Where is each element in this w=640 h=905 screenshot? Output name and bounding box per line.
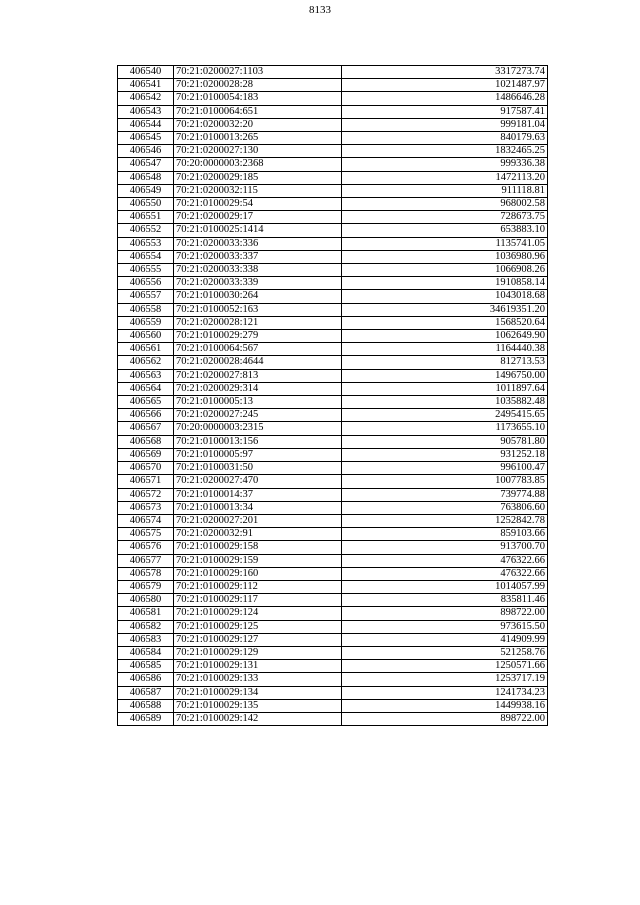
row-number-cell: 406550 <box>118 198 174 211</box>
row-number-cell: 406554 <box>118 250 174 263</box>
cadastral-number-cell: 70:21:0200033:336 <box>174 237 342 250</box>
row-number-cell: 406549 <box>118 184 174 197</box>
row-number-cell: 406572 <box>118 488 174 501</box>
cadastral-number-cell: 70:21:0100052:163 <box>174 303 342 316</box>
cadastral-number-cell: 70:21:0100029:133 <box>174 673 342 686</box>
cadastral-number-cell: 70:21:0100064:651 <box>174 105 342 118</box>
cadastral-number-cell: 70:21:0100029:279 <box>174 330 342 343</box>
row-number-cell: 406589 <box>118 712 174 725</box>
cadastral-value-cell: 1164440.38 <box>342 343 548 356</box>
row-number-cell: 406584 <box>118 646 174 659</box>
row-number-cell: 406588 <box>118 699 174 712</box>
cadastral-value-cell: 1043018.68 <box>342 290 548 303</box>
row-number-cell: 406540 <box>118 66 174 79</box>
cadastral-number-cell: 70:21:0100029:142 <box>174 712 342 725</box>
row-number-cell: 406586 <box>118 673 174 686</box>
table-row <box>118 633 548 646</box>
cadastral-number-cell: 70:21:0200029:17 <box>174 211 342 224</box>
row-number-cell: 406555 <box>118 264 174 277</box>
cadastral-number-cell: 70:21:0100029:135 <box>174 699 342 712</box>
cadastral-number-cell: 70:21:0100031:50 <box>174 462 342 475</box>
cadastral-number-cell: 70:21:0100013:34 <box>174 501 342 514</box>
cadastral-number-cell: 70:21:0200027:201 <box>174 514 342 527</box>
table-row <box>118 66 548 79</box>
cadastral-number-cell: 70:21:0100030:264 <box>174 290 342 303</box>
cadastral-number-cell: 70:21:0100014:37 <box>174 488 342 501</box>
row-number-cell: 406552 <box>118 224 174 237</box>
table-row <box>118 673 548 686</box>
cadastral-number-cell: 70:21:0200027:130 <box>174 145 342 158</box>
table-row <box>118 145 548 158</box>
row-number-cell: 406544 <box>118 118 174 131</box>
cadastral-value-cell: 898722.00 <box>342 712 548 725</box>
table-row <box>118 712 548 725</box>
table-row <box>118 303 548 316</box>
row-number-cell: 406560 <box>118 330 174 343</box>
table-row <box>118 660 548 673</box>
table-row <box>118 105 548 118</box>
cadastral-number-cell: 70:21:0200029:314 <box>174 382 342 395</box>
table-row <box>118 501 548 514</box>
table-row <box>118 330 548 343</box>
row-number-cell: 406583 <box>118 633 174 646</box>
table-row <box>118 699 548 712</box>
row-number-cell: 406541 <box>118 79 174 92</box>
cadastral-value-cell: 1250571.66 <box>342 660 548 673</box>
cadastral-value-cell: 1496750.00 <box>342 369 548 382</box>
row-number-cell: 406558 <box>118 303 174 316</box>
cadastral-value-cell: 1252842.78 <box>342 514 548 527</box>
cadastral-number-cell: 70:21:0100029:125 <box>174 620 342 633</box>
cadastral-number-cell: 70:21:0200027:813 <box>174 369 342 382</box>
table-row <box>118 462 548 475</box>
cadastral-number-cell: 70:21:0100025:1414 <box>174 224 342 237</box>
cadastral-value-cell: 1472113.20 <box>342 171 548 184</box>
row-number-cell: 406556 <box>118 277 174 290</box>
cadastral-number-cell: 70:21:0200028:121 <box>174 316 342 329</box>
cadastral-number-cell: 70:21:0100029:54 <box>174 198 342 211</box>
row-number-cell: 406557 <box>118 290 174 303</box>
cadastral-value-cell: 1241734.23 <box>342 686 548 699</box>
row-number-cell: 406570 <box>118 462 174 475</box>
row-number-cell: 406568 <box>118 435 174 448</box>
cadastral-value-cell: 999181.04 <box>342 118 548 131</box>
cadastral-value-cell: 905781.80 <box>342 435 548 448</box>
table-row <box>118 224 548 237</box>
cadastral-value-cell: 1832465.25 <box>342 145 548 158</box>
cadastral-number-cell: 70:21:0200033:337 <box>174 250 342 263</box>
cadastral-number-cell: 70:21:0100013:156 <box>174 435 342 448</box>
table-row <box>118 171 548 184</box>
table-row <box>118 211 548 224</box>
table-row <box>118 646 548 659</box>
cadastral-value-cell: 1486646.28 <box>342 92 548 105</box>
cadastral-value-cell: 996100.47 <box>342 462 548 475</box>
row-number-cell: 406579 <box>118 580 174 593</box>
cadastral-number-cell: 70:21:0200033:338 <box>174 264 342 277</box>
cadastral-number-cell: 70:21:0200027:245 <box>174 409 342 422</box>
row-number-cell: 406574 <box>118 514 174 527</box>
row-number-cell: 406573 <box>118 501 174 514</box>
row-number-cell: 406578 <box>118 567 174 580</box>
table-row <box>118 264 548 277</box>
table-row <box>118 369 548 382</box>
cadastral-number-cell: 70:21:0100029:129 <box>174 646 342 659</box>
table-row <box>118 448 548 461</box>
cadastral-number-cell: 70:21:0100029:127 <box>174 633 342 646</box>
cadastral-value-cell: 1173655.10 <box>342 422 548 435</box>
cadastral-number-cell: 70:21:0100005:97 <box>174 448 342 461</box>
table-row <box>118 514 548 527</box>
cadastral-number-cell: 70:21:0200027:1103 <box>174 66 342 79</box>
cadastral-value-cell: 859103.66 <box>342 528 548 541</box>
row-number-cell: 406580 <box>118 594 174 607</box>
row-number-cell: 406543 <box>118 105 174 118</box>
cadastral-number-cell: 70:21:0100029:159 <box>174 554 342 567</box>
cadastral-number-cell: 70:21:0100029:124 <box>174 607 342 620</box>
cadastral-value-cell: 968002.58 <box>342 198 548 211</box>
table-row <box>118 580 548 593</box>
row-number-cell: 406576 <box>118 541 174 554</box>
row-number-cell: 406551 <box>118 211 174 224</box>
table-row <box>118 277 548 290</box>
cadastral-value-cell: 1062649.90 <box>342 330 548 343</box>
cadastral-value-cell: 1449938.16 <box>342 699 548 712</box>
cadastral-number-cell: 70:21:0100029:117 <box>174 594 342 607</box>
table-row <box>118 554 548 567</box>
cadastral-number-cell: 70:21:0100029:112 <box>174 580 342 593</box>
cadastral-number-cell: 70:21:0100054:183 <box>174 92 342 105</box>
row-number-cell: 406585 <box>118 660 174 673</box>
row-number-cell: 406567 <box>118 422 174 435</box>
cadastral-value-cell: 3317273.74 <box>342 66 548 79</box>
table-row <box>118 435 548 448</box>
table-row <box>118 79 548 92</box>
cadastral-value-table <box>117 65 548 726</box>
cadastral-value-cell: 1035882.48 <box>342 396 548 409</box>
row-number-cell: 406548 <box>118 171 174 184</box>
row-number-cell: 406587 <box>118 686 174 699</box>
table-row <box>118 567 548 580</box>
cadastral-number-cell: 70:21:0100029:158 <box>174 541 342 554</box>
table-row <box>118 607 548 620</box>
row-number-cell: 406565 <box>118 396 174 409</box>
cadastral-value-cell: 1014057.99 <box>342 580 548 593</box>
cadastral-value-cell: 476322.66 <box>342 554 548 567</box>
table-row <box>118 396 548 409</box>
cadastral-value-cell: 728673.75 <box>342 211 548 224</box>
table-row <box>118 184 548 197</box>
row-number-cell: 406545 <box>118 132 174 145</box>
cadastral-value-cell: 999336.38 <box>342 158 548 171</box>
cadastral-number-cell: 70:21:0200032:115 <box>174 184 342 197</box>
table-row <box>118 198 548 211</box>
cadastral-value-cell: 1021487.97 <box>342 79 548 92</box>
table-row <box>118 409 548 422</box>
cadastral-number-cell: 70:21:0200033:339 <box>174 277 342 290</box>
cadastral-value-cell: 1253717.19 <box>342 673 548 686</box>
cadastral-number-cell: 70:21:0100029:131 <box>174 660 342 673</box>
cadastral-value-cell: 1007783.85 <box>342 475 548 488</box>
cadastral-value-cell: 653883.10 <box>342 224 548 237</box>
cadastral-value-cell: 898722.00 <box>342 607 548 620</box>
table-row <box>118 158 548 171</box>
row-number-cell: 406553 <box>118 237 174 250</box>
table-body <box>118 66 548 726</box>
row-number-cell: 406564 <box>118 382 174 395</box>
cadastral-value-cell: 1066908.26 <box>342 264 548 277</box>
cadastral-value-cell: 1568520.64 <box>342 316 548 329</box>
cadastral-value-cell: 812713.53 <box>342 356 548 369</box>
row-number-cell: 406581 <box>118 607 174 620</box>
row-number-cell: 406582 <box>118 620 174 633</box>
row-number-cell: 406562 <box>118 356 174 369</box>
cadastral-value-cell: 911118.81 <box>342 184 548 197</box>
table-row <box>118 237 548 250</box>
cadastral-number-cell: 70:21:0200032:20 <box>174 118 342 131</box>
row-number-cell: 406547 <box>118 158 174 171</box>
cadastral-value-cell: 1011897.64 <box>342 382 548 395</box>
table-row <box>118 475 548 488</box>
page-number: 8133 <box>309 4 331 16</box>
table-row <box>118 594 548 607</box>
cadastral-number-cell: 70:20:0000003:2315 <box>174 422 342 435</box>
row-number-cell: 406575 <box>118 528 174 541</box>
cadastral-value-cell: 1036980.96 <box>342 250 548 263</box>
cadastral-value-cell: 931252.18 <box>342 448 548 461</box>
cadastral-value-cell: 1910858.14 <box>342 277 548 290</box>
cadastral-number-cell: 70:21:0200028:4644 <box>174 356 342 369</box>
cadastral-number-cell: 70:21:0200027:470 <box>174 475 342 488</box>
cadastral-value-cell: 739774.88 <box>342 488 548 501</box>
cadastral-value-cell: 414909.99 <box>342 633 548 646</box>
cadastral-value-cell: 2495415.65 <box>342 409 548 422</box>
table-row <box>118 316 548 329</box>
cadastral-number-cell: 70:21:0200029:185 <box>174 171 342 184</box>
table-row <box>118 92 548 105</box>
row-number-cell: 406559 <box>118 316 174 329</box>
row-number-cell: 406561 <box>118 343 174 356</box>
row-number-cell: 406546 <box>118 145 174 158</box>
table-row <box>118 422 548 435</box>
cadastral-value-cell: 1135741.05 <box>342 237 548 250</box>
table-row <box>118 250 548 263</box>
table-row <box>118 686 548 699</box>
table-row <box>118 132 548 145</box>
row-number-cell: 406577 <box>118 554 174 567</box>
table-row <box>118 541 548 554</box>
cadastral-value-cell: 913700.70 <box>342 541 548 554</box>
cadastral-value-cell: 840179.63 <box>342 132 548 145</box>
row-number-cell: 406569 <box>118 448 174 461</box>
table-row <box>118 343 548 356</box>
cadastral-value-cell: 763806.60 <box>342 501 548 514</box>
row-number-cell: 406571 <box>118 475 174 488</box>
table-row <box>118 118 548 131</box>
table-row <box>118 290 548 303</box>
cadastral-value-cell: 476322.66 <box>342 567 548 580</box>
cadastral-number-cell: 70:21:0100005:13 <box>174 396 342 409</box>
table-row <box>118 488 548 501</box>
cadastral-value-cell: 973615.50 <box>342 620 548 633</box>
cadastral-value-cell: 917587.41 <box>342 105 548 118</box>
table-row <box>118 528 548 541</box>
table-row <box>118 620 548 633</box>
cadastral-number-cell: 70:21:0100029:160 <box>174 567 342 580</box>
cadastral-value-cell: 521258.76 <box>342 646 548 659</box>
table-row <box>118 382 548 395</box>
cadastral-number-cell: 70:21:0200032:91 <box>174 528 342 541</box>
row-number-cell: 406566 <box>118 409 174 422</box>
row-number-cell: 406542 <box>118 92 174 105</box>
cadastral-number-cell: 70:20:0000003:2368 <box>174 158 342 171</box>
table-row <box>118 356 548 369</box>
cadastral-number-cell: 70:21:0100013:265 <box>174 132 342 145</box>
cadastral-number-cell: 70:21:0100064:567 <box>174 343 342 356</box>
cadastral-number-cell: 70:21:0100029:134 <box>174 686 342 699</box>
cadastral-value-cell: 34619351.20 <box>342 303 548 316</box>
cadastral-value-cell: 835811.46 <box>342 594 548 607</box>
row-number-cell: 406563 <box>118 369 174 382</box>
cadastral-number-cell: 70:21:0200028:28 <box>174 79 342 92</box>
